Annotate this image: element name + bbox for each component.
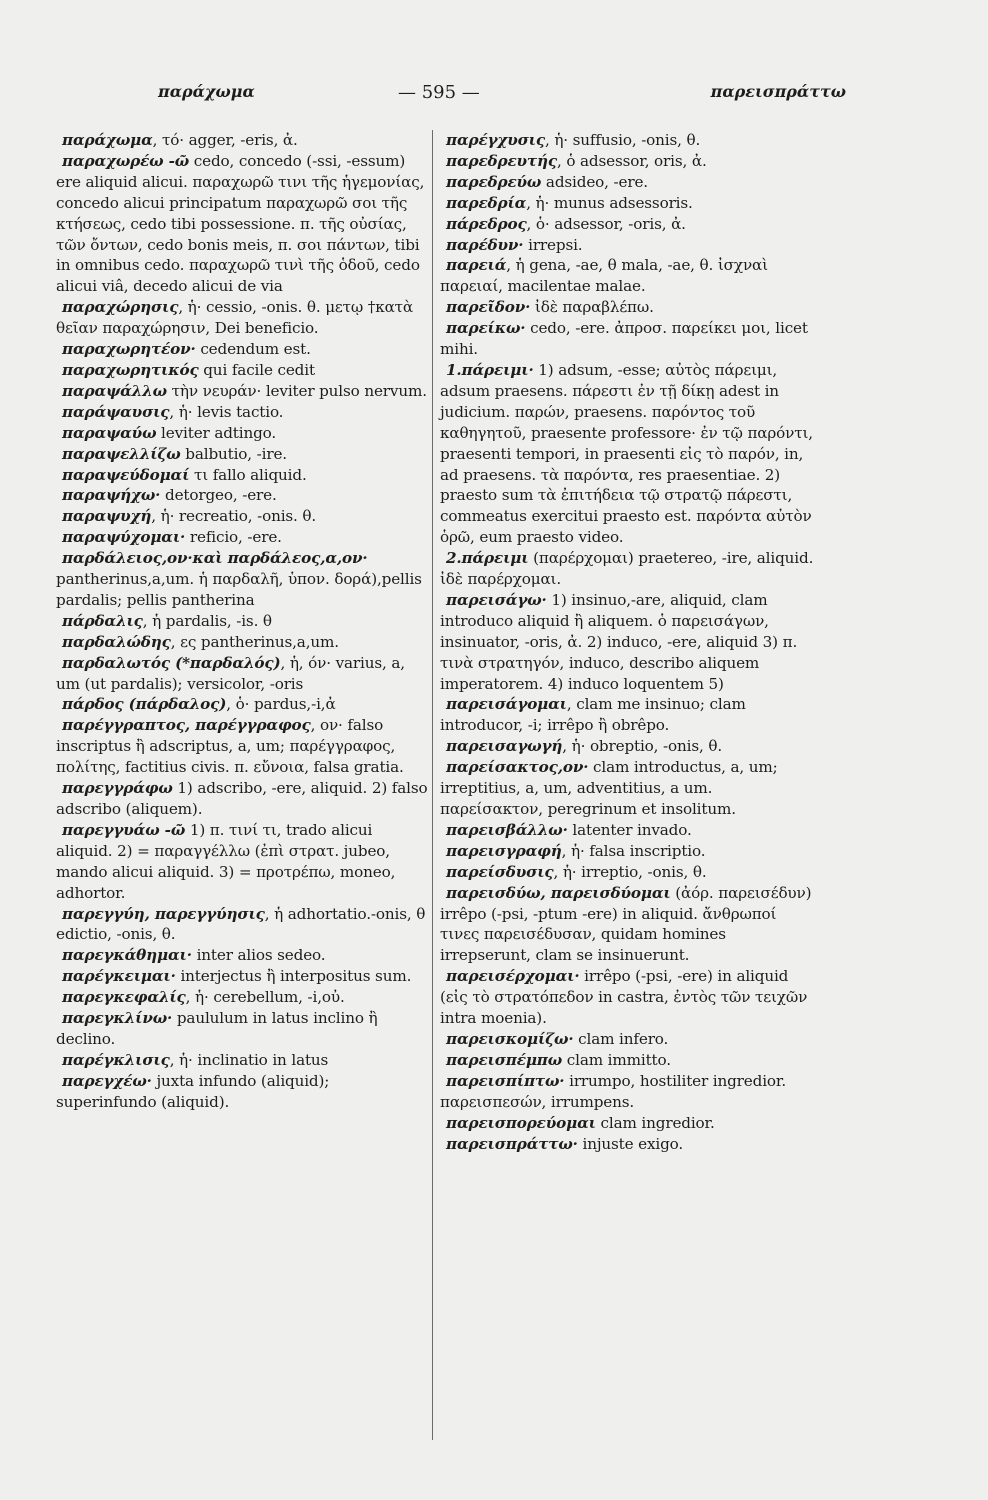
entry-headword: παρεισπίπτω· [446, 1071, 565, 1090]
entry-definition: , ἡ· levis tactio. [169, 402, 284, 421]
entry-definition: cedo, concedo (-ssi, -essum) ere aliquid alicui. παραχωρῶ τινι τῆς ἡγεμονίας, concedo alicui principatum παραχωρῶ σοι τῆς κτήσεως, cedo tibi possessione. π. τῆς οὐσίας, τῶν ὄντων, cedo bonis meis, π. σοι πάντων, tibi in omnibus cedo. παραχωρῶ τινὶ τῆς ὁδοῦ, cedo alicui viâ, decedo alicui de via [56, 151, 425, 296]
dictionary-entry [440, 151, 815, 172]
entry-headword: παρεισκομίζω· [446, 1029, 574, 1048]
entry-definition: cedendum est. [195, 340, 311, 359]
entry-headword: 1.πάρειμι· [446, 360, 534, 379]
dictionary-entry [440, 235, 815, 256]
entry-definition: , ὁ· pardus,-i,ἀ [226, 695, 336, 714]
dictionary-entry [56, 548, 432, 611]
dictionary-entry [56, 444, 432, 465]
entry-definition: injuste exigo. [577, 1134, 684, 1153]
entry-headword: παρεισδύω, παρεισδύομαι [446, 883, 671, 902]
entry-headword: παρεγκλίνω· [62, 1009, 173, 1028]
entry-headword: παραψάλλω [62, 381, 167, 400]
entry-definition: balbutio, -ire. [180, 444, 287, 463]
dictionary-entry [56, 1050, 432, 1071]
entry-headword: παράψαυσις [62, 402, 170, 421]
entry-headword: παρέγγραπτος, παρέγγραφος [62, 716, 311, 735]
entry-headword: παραψαύω [62, 423, 157, 442]
dictionary-entry [56, 151, 432, 297]
entry-headword: παραχωρητέον· [62, 340, 196, 359]
entry-definition: , ον· falso inscriptus ἢ adscriptus, a, um; παρέγγραφος, πολίτης, factitius civis. π. εὔνοια, falsa gratia. [56, 716, 404, 777]
entry-definition: cedo, -ere. ἀπροσ. παρείκει μοι, licet mihi. [440, 319, 808, 359]
dictionary-entry [56, 778, 432, 820]
dictionary-entry [56, 611, 432, 632]
entry-headword: πάρδαλις [62, 611, 143, 630]
entry-definition: 1) adscribo, -ere, aliquid. 2) falso adscribo (aliquem). [56, 779, 428, 818]
entry-definition: adsideo, -ere. [541, 172, 648, 191]
entry-headword: πάρεδρος [446, 214, 527, 233]
dictionary-entry [440, 1134, 815, 1155]
dictionary-entry [56, 653, 432, 695]
dictionary-entry [440, 1029, 815, 1050]
entry-definition: irrêpo (-psi, -ere) in aliquid (εἰς τὸ στρατόπεδον in castra, ἐντὸς τῶν τειχῶν intra moenia). [440, 967, 808, 1028]
entry-headword: 2.πάρειμι [446, 549, 529, 568]
entry-definition: τι fallo aliquid. [189, 465, 307, 484]
entry-definition: 1) adsum, -esse; αὐτὸς πάρειμι, adsum praesens. πάρεστι ἐν τῇ δίκῃ adest in judicium. παρών, praesens. παρόντος τοῦ καθηγητοῦ, praesente professore· ἐν τῷ παρόντι, praesenti tempori, in praesenti εἰς τὸ παρόν, in, ad praesens. τὰ παρόντα, res praesentiae. 2) praesto sum τὰ ἐπιτήδεια τῷ στρατῷ πάρεστι, commeatus exercitui praesto est. παρόντα αὐτὸν ὁρῶ, eum praesto video. [440, 360, 813, 547]
dictionary-entry [56, 632, 432, 653]
entry-definition: leviter adtingo. [156, 423, 277, 442]
entry-headword: παρεισπέμπω [446, 1050, 563, 1069]
entry-headword: παραχώρησις [62, 298, 179, 317]
entry-definition: irrumpo, hostiliter ingredior. παρεισπεσών, irrumpens. [440, 1071, 787, 1111]
dictionary-entry [56, 360, 432, 381]
entry-headword: παρεγγυάω -ῶ [62, 820, 186, 839]
entry-definition: juxta infundo (aliquid); superinfundo (aliquid). [56, 1071, 330, 1111]
entry-headword: παρεισπράττω· [446, 1134, 578, 1153]
entry-headword: παρεισέρχομαι· [446, 967, 580, 986]
entry-definition: clam ingredior. [595, 1113, 715, 1132]
entry-headword: παραχωρητικός [62, 360, 199, 379]
entry-definition: , ἡ· cerebellum, -i,οὐ. [185, 988, 345, 1007]
dictionary-entry [56, 506, 432, 527]
entry-definition: (παρέρχομαι) praetereo, -ire, aliquid. ἰδὲ παρέρχομαι. [440, 549, 814, 589]
entry-definition: inter alios sedeo. [191, 946, 326, 965]
entry-definition: clam immitto. [562, 1050, 671, 1069]
entry-definition: , ἡ adhortatio.-onis, θ edictio, -onis, θ. [56, 904, 426, 944]
dictionary-entry [56, 423, 432, 444]
dictionary-entry [56, 1008, 432, 1050]
dictionary-entry [56, 485, 432, 506]
dictionary-entry [440, 694, 815, 736]
entry-headword: παρδαλωτός (*παρδαλός) [62, 653, 281, 672]
entry-headword: παραψελλίζω [62, 444, 181, 463]
dictionary-entry [56, 1071, 432, 1113]
entry-headword: παρέδυν· [446, 235, 524, 254]
entry-definition: , ὁ· adsessor, -oris, ἀ. [526, 214, 686, 233]
entry-definition: pantherinus,a,um. ἡ παρδαλῆ, ὑπον. δορά),pellis pardalis; pellis pantherina [56, 570, 422, 609]
dictionary-entry [440, 1071, 815, 1113]
entry-definition: latenter invado. [567, 820, 692, 839]
page-number: — 595 — [398, 82, 480, 103]
entry-definition: clam infero. [573, 1029, 669, 1048]
entry-headword: παρεῖδον· [446, 298, 531, 317]
entry-headword: παρείκω· [446, 319, 526, 338]
dictionary-entry [440, 193, 815, 214]
dictionary-entry [440, 255, 815, 297]
entry-definition: , ὁ adsessor, oris, ἀ. [557, 151, 707, 170]
dictionary-entry [56, 339, 432, 360]
entry-definition: , ες pantherinus,a,um. [170, 632, 339, 651]
dictionary-entry [56, 715, 432, 778]
entry-definition: , ἡ gena, -ae, θ mala, -ae, θ. ἰσχναὶ παρειαί, macilentae malae. [440, 256, 768, 296]
entry-headword: παρεγγύη, παρεγγύησις [62, 904, 265, 923]
entry-definition: , ἡ· irreptio, -onis, θ. [553, 862, 707, 881]
dictionary-entry [56, 381, 432, 402]
dictionary-entry [440, 1050, 815, 1071]
entry-definition: , ἡ· recreatio, -onis. θ. [151, 507, 317, 526]
dictionary-entry [440, 297, 815, 318]
entry-headword: παρδαλώδης [62, 632, 171, 651]
entry-definition: τὴν νευράν· leviter pulso nervum. [167, 381, 427, 400]
entry-headword: παράχωμα [62, 131, 153, 149]
entry-headword: παρέγκειμαι· [62, 967, 176, 986]
header-right-guideword: παρεισπράττω [710, 82, 846, 101]
entry-definition: clam introductus, a, um; irreptitius, a, um, adventitius, a um. παρείσακτον, peregrinum et insolitum. [440, 758, 778, 818]
entry-headword: παρεισγραφή [446, 841, 562, 860]
entry-definition: , ἡ pardalis, -is. θ [142, 611, 272, 630]
entry-definition: ἰδὲ παραβλέπω. [530, 298, 654, 317]
dictionary-entry [440, 360, 815, 548]
dictionary-entry [440, 318, 815, 360]
entry-headword: παρεγγράφω [62, 779, 173, 798]
right-column [432, 130, 815, 1440]
dictionary-entry [440, 214, 815, 235]
entry-definition: , ἡ· inclinatio in latus [169, 1050, 329, 1069]
entry-definition: irrepsi. [523, 235, 583, 254]
dictionary-entry [56, 402, 432, 423]
entry-headword: παρεισάγομαι [446, 695, 567, 714]
entry-headword: παραψεύδομαί [62, 465, 190, 484]
dictionary-entry [440, 841, 815, 862]
entry-definition: 1) π. τινί τι, trado alicui aliquid. 2) = παραγγέλλω (ἐπὶ στρατ. jubeo, mando alicui aliquid. 3) = προτρέπω, moneo, adhortor. [56, 820, 396, 902]
entry-headword: παρέγχυσις [446, 131, 545, 149]
entry-headword: παρεγκεφαλίς [62, 988, 186, 1007]
entry-headword: παρεγκάθημαι· [62, 946, 192, 965]
entry-definition: 1) insinuo,-are, aliquid, clam introduco aliquid ἢ aliquem. ὁ παρεισάγων, insinuator, -oris, ἀ. 2) induco, -ere, aliquid 3) π. τινὰ στρατηγόν, induco, describo aliquem imperatorem. 4) induco loquentem 5) [440, 590, 798, 693]
entry-headword: παρεισβάλλω· [446, 820, 568, 839]
entry-definition: , ἡ· munus adsessoris. [526, 193, 693, 212]
entry-headword: παραψύχομαι· [62, 528, 186, 547]
dictionary-entry [440, 883, 815, 967]
dictionary-entry [440, 130, 815, 151]
entry-headword: παραψήχω· [62, 486, 161, 505]
entry-headword: παρεισπορεύομαι [446, 1113, 596, 1132]
entry-definition: reficio, -ere. [185, 528, 282, 547]
entry-headword: παρειά [446, 256, 507, 275]
entry-definition: qui facile cedit [198, 360, 315, 379]
dictionary-entry [440, 757, 815, 820]
entry-definition: , clam me insinuo; clam introducor, -i; irrêpo ἢ obrêpo. [440, 695, 746, 735]
dictionary-entry [56, 966, 432, 987]
entry-definition: , ἡ· suffusio, -onis, θ. [544, 131, 701, 149]
dictionary-entry [440, 862, 815, 883]
entry-definition: , ἡ, όν· varius, a, um (ut pardalis); versicolor, -oris [56, 653, 405, 693]
dictionary-entry [440, 590, 815, 695]
entry-definition: , ἡ· obreptio, -onis, θ. [562, 737, 723, 756]
dictionary-entry [56, 904, 432, 946]
entry-headword: παρεγχέω· [62, 1071, 152, 1090]
dictionary-entry [56, 527, 432, 548]
entry-headword: παρεδρεύω [446, 172, 542, 191]
entry-headword: παραχωρέω -ῶ [62, 151, 190, 170]
left-column [56, 130, 432, 1440]
dictionary-entry [56, 130, 432, 151]
entry-definition: , ἡ· cessio, -onis. θ. μετῳ †κατὰ θεῖαν παραχώρησιν, Dei beneficio. [56, 298, 414, 338]
entry-headword: παρεδρευτής [446, 151, 557, 170]
entry-headword: παραψυχή [62, 507, 152, 526]
running-header [158, 82, 846, 114]
dictionary-entry [56, 820, 432, 904]
dictionary-entry [56, 945, 432, 966]
dictionary-entry [440, 548, 815, 590]
entry-headword: παρεισάγω· [446, 590, 547, 609]
dictionary-entry [56, 987, 432, 1008]
dictionary-entry [440, 966, 815, 1029]
entry-headword: παρείσακτος,ον· [446, 758, 589, 777]
dictionary-entry [440, 172, 815, 193]
entry-definition: detorgeo, -ere. [160, 486, 277, 505]
entry-headword: παρδάλειος,ον·καὶ παρδάλεος,α,ον· [62, 549, 368, 568]
dictionary-entry [440, 820, 815, 841]
dictionary-entry [56, 694, 432, 715]
dictionary-entry [56, 297, 432, 339]
entry-definition: interjectus ἢ interpositus sum. [175, 967, 412, 986]
entry-definition: paululum in latus inclino ἢ declino. [56, 1009, 378, 1048]
entry-headword: πάρδος (πάρδαλος) [62, 695, 227, 714]
entry-definition: , τό· agger, -eris, ἀ. [152, 131, 298, 149]
entry-definition: , ἡ· falsa inscriptio. [561, 841, 706, 860]
header-left-guideword: παράχωμα [158, 82, 255, 101]
dictionary-entry [440, 736, 815, 757]
entry-headword: παρεδρία [446, 193, 527, 212]
entry-headword: παρείσδυσις [446, 862, 554, 881]
entry-definition: (ἀόρ. παρεισέδυν) irrêpo (-psi, -ptum -ere) in aliquid. ἄνθρωποί τινες παρεισέδυσαν, quidam homines irrepserunt, clam se insinuerunt. [440, 883, 812, 965]
entry-headword: παρέγκλισις [62, 1050, 170, 1069]
dictionary-entry [56, 465, 432, 486]
dictionary-entry [440, 1113, 815, 1134]
entry-headword: παρεισαγωγή [446, 737, 563, 756]
